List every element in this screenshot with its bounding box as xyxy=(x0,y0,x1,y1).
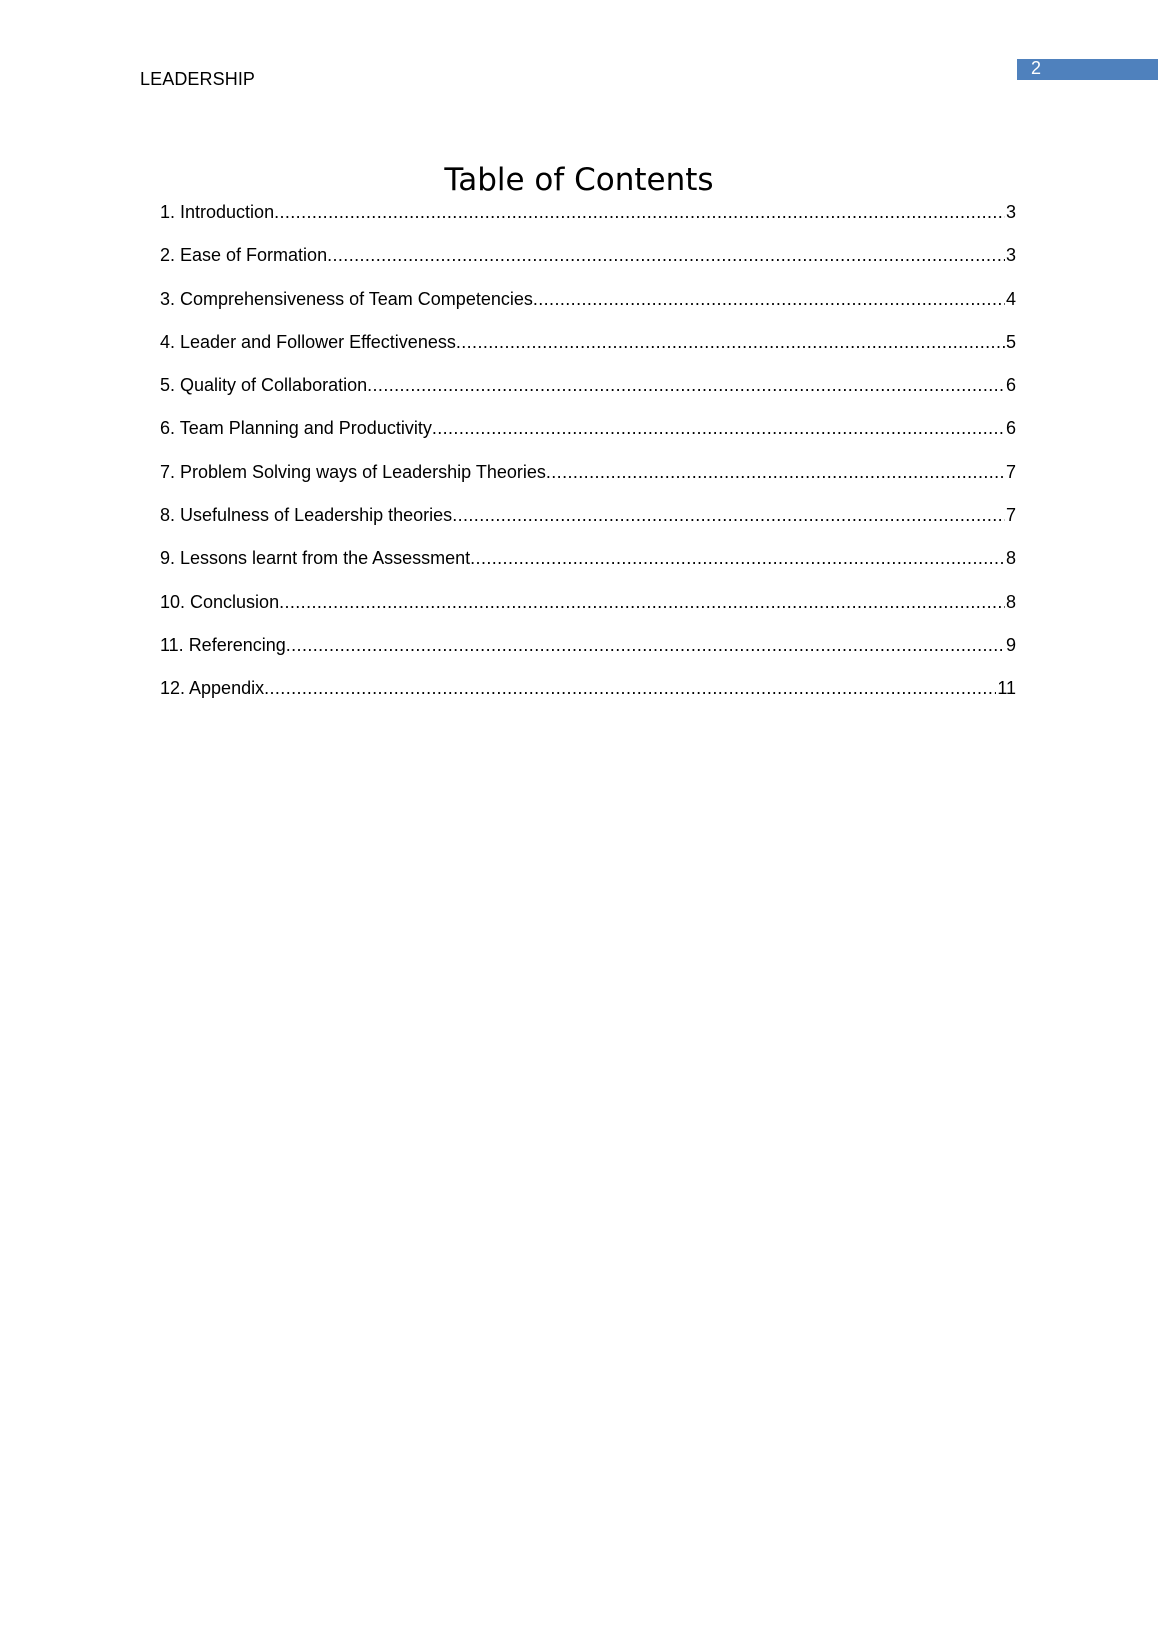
table-of-contents xyxy=(160,201,1016,721)
dot-leader xyxy=(286,634,1005,656)
toc-entry-label: 1. Introduction xyxy=(160,202,275,222)
toc-entry-label: 3. Comprehensiveness of Team Competencies xyxy=(160,288,533,309)
toc-entry-label: 8. Usefulness of Leadership theories xyxy=(160,505,453,526)
toc-entry-label: 5. Quality of Collaboration xyxy=(160,375,368,396)
toc-entry-page: 7 xyxy=(1005,505,1016,526)
toc-entry-label: 9. Lessons learnt from the Assessment xyxy=(160,548,471,569)
toc-entry-team-planning[interactable] xyxy=(160,417,1016,460)
toc-entry-page: 7 xyxy=(1005,461,1016,482)
dot-leader xyxy=(470,547,1005,569)
toc-entry-lessons-learnt[interactable] xyxy=(160,547,1016,590)
toc-entry-page: 8 xyxy=(1005,591,1016,612)
toc-entry-page: 11 xyxy=(997,678,1016,699)
toc-entry-page: 6 xyxy=(1005,418,1016,439)
dot-leader xyxy=(456,331,1005,353)
page-number-badge xyxy=(1017,59,1158,80)
toc-entry-page: 4 xyxy=(1005,288,1016,309)
dot-leader xyxy=(546,461,1005,483)
dot-leader xyxy=(279,591,1005,613)
toc-entry-page: 5 xyxy=(1005,331,1016,352)
dot-leader xyxy=(264,677,996,699)
toc-entry-label: 11. Referencing xyxy=(160,634,286,655)
toc-entry-label: 10. Conclusion xyxy=(160,591,280,612)
dot-leader xyxy=(367,374,1005,396)
toc-entry-label: 6. Team Planning and Productivity xyxy=(160,418,432,439)
running-header-title: LEADERSHIP xyxy=(140,69,256,89)
toc-entry-conclusion[interactable] xyxy=(160,591,1016,634)
toc-entry-page: 8 xyxy=(1005,548,1016,569)
toc-entry-introduction[interactable] xyxy=(160,201,1016,244)
toc-entry-ease-of-formation[interactable] xyxy=(160,244,1016,287)
toc-entry-page: 3 xyxy=(1005,245,1016,266)
toc-entry-problem-solving[interactable] xyxy=(160,461,1016,504)
toc-entry-label: 2. Ease of Formation xyxy=(160,245,328,266)
dot-leader xyxy=(274,201,1005,223)
toc-entry-team-competencies[interactable] xyxy=(160,288,1016,331)
toc-entry-page: 9 xyxy=(1005,634,1016,655)
toc-title: Table of Contents xyxy=(444,162,714,198)
dot-leader xyxy=(327,244,1005,266)
toc-entry-page: 3 xyxy=(1005,202,1016,222)
toc-entry-label: 4. Leader and Follower Effectiveness xyxy=(160,331,456,352)
toc-entry-leader-follower[interactable] xyxy=(160,331,1016,374)
toc-entry-referencing[interactable] xyxy=(160,634,1016,677)
toc-entry-page: 6 xyxy=(1005,375,1016,396)
toc-entry-label: 7. Problem Solving ways of Leadership Theories xyxy=(160,461,546,482)
dot-leader xyxy=(533,288,1005,310)
page-number: 2 xyxy=(1031,58,1042,78)
toc-entry-collaboration[interactable] xyxy=(160,374,1016,417)
toc-entry-label: 12. Appendix xyxy=(160,678,265,699)
dot-leader xyxy=(452,504,1005,526)
dot-leader xyxy=(432,417,1005,439)
toc-entry-usefulness[interactable] xyxy=(160,504,1016,547)
toc-entry-appendix[interactable] xyxy=(160,677,1016,720)
